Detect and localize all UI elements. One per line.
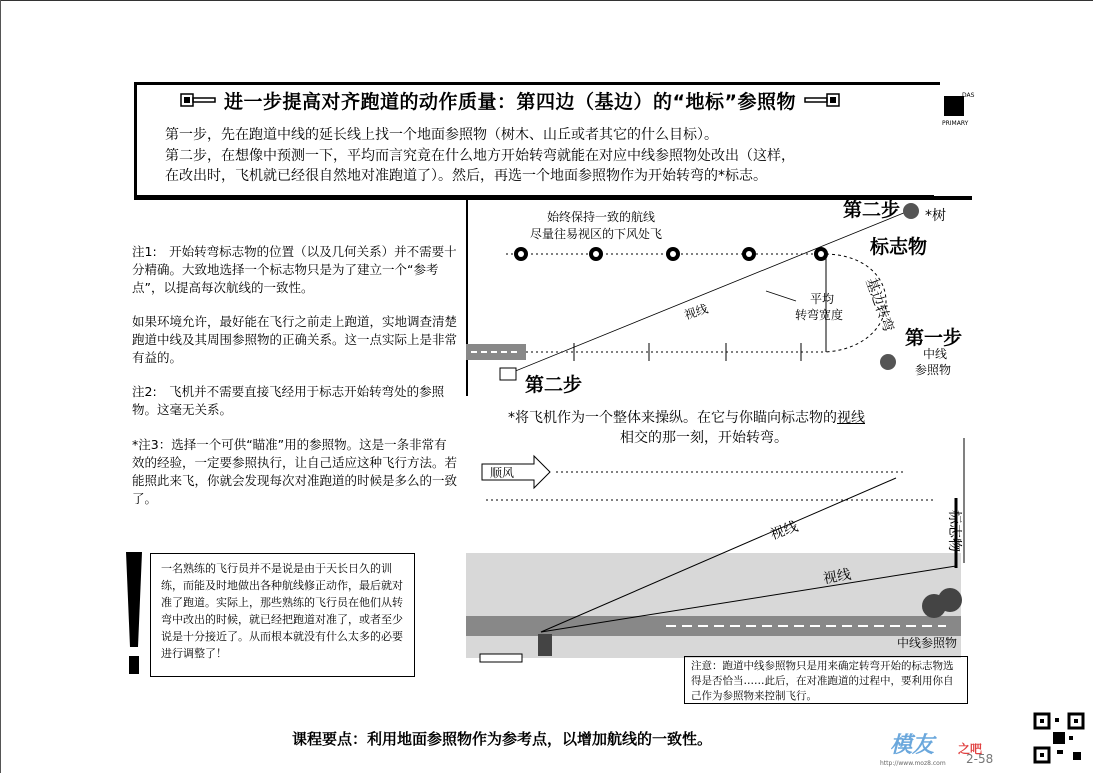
sightline-2-label: 视线 bbox=[821, 566, 853, 588]
note-1: 注1: 开始转弯标志物的位置（以及几何关系）并不需要十分精确。大致地选择一个标志物只是为了建立一个“参考点”，以提高每次航线的一致性。 bbox=[132, 244, 457, 295]
note-2: 注2: 飞机并不需要直接飞经用于标志开始转弯处的参照物。这毫无关系。 bbox=[132, 384, 445, 417]
table-icon bbox=[480, 654, 522, 662]
step2-top-label: 第二步 bbox=[843, 199, 901, 221]
page-title: 进一步提高对齐跑道的动作质量：第四边（基边）的“地标”参照物 bbox=[224, 90, 796, 113]
note-1b: 如果环境允许，最好能在飞行之前走上跑道，实地调查清楚跑道中线及其周围参照物的正确关系。这一点实际上是非常有益的。 bbox=[132, 314, 458, 365]
runway-strip bbox=[466, 616, 961, 636]
intro-line-2: 第二步，在想像中预测一下，平均而言究竟在什么地方开始转弯就能在对应中线参照物处改出（这样， bbox=[165, 148, 795, 164]
logo-mark bbox=[944, 96, 964, 116]
intro-line-3: 在改出时，飞机就已经很自然地对准跑道了）。然后，再选一个地面参照物作为开始转弯的*标志。 bbox=[165, 168, 767, 184]
avg-label: 平均 bbox=[810, 292, 835, 306]
sightline-1-label: 视线 bbox=[768, 518, 801, 544]
exclamation-icon bbox=[124, 552, 144, 677]
tree-icon bbox=[903, 203, 919, 219]
warning-box bbox=[150, 553, 415, 677]
sightline-label: 视线 bbox=[682, 301, 710, 323]
step1-label: 第一步 bbox=[905, 327, 963, 349]
brand-url: http://www.moz8.com bbox=[880, 760, 946, 767]
intro-line-1: 第一步，先在跑道中线的延长线上找一个地面参照物（树木、山丘或者其它的什么目标）。 bbox=[165, 127, 718, 143]
pilot-figure bbox=[538, 634, 552, 656]
caption-underlined: 视线 bbox=[837, 410, 865, 426]
page-number: 2-58 bbox=[966, 752, 994, 766]
caption-line-1 bbox=[508, 407, 865, 427]
footer-key-point: 课程要点：利用地面参照物作为参考点，以增加航线的一致性。 bbox=[292, 730, 713, 748]
marker-label: 标志物 bbox=[870, 236, 928, 258]
step2-bottom-label: 第二步 bbox=[525, 374, 583, 396]
brand-logo: 模友 bbox=[890, 733, 935, 758]
das-logo bbox=[942, 92, 975, 132]
note-3: *注3：选择一个可供“瞄准”用的参照物。这是一条非常有效的经验，一定要参照执行，让自己适应这种飞行方法。若能照此来飞，你就会发现每次对准跑道的时候是多么的一致了。 bbox=[132, 437, 458, 506]
consistent-path-label: 始终保持一致的航线 bbox=[547, 210, 656, 224]
note-box-text: 注意：跑道中线参照物只是用来确定转弯开始的标志物选得是否恰当……此后，在对准跑道的过程中，要利用你自己作为参照物来控制飞行。 bbox=[691, 660, 954, 702]
key-icon-right bbox=[804, 93, 840, 107]
left-border bbox=[0, 0, 1, 773]
ref-tree-icon-2 bbox=[938, 588, 962, 612]
header-divider-left bbox=[134, 196, 468, 200]
center-ref-label-1: 中线 bbox=[923, 347, 948, 361]
key-icon bbox=[180, 93, 216, 107]
tree-label: *树 bbox=[925, 208, 946, 224]
marker-2-label: 标志物 bbox=[946, 510, 962, 552]
downwind-label: 尽量往易视区的下风处飞 bbox=[530, 227, 663, 241]
wind-label: 顺风 bbox=[490, 466, 515, 480]
center-ref-label-2: 参照物 bbox=[915, 363, 952, 377]
turn-width-label: 转弯宽度 bbox=[795, 308, 844, 322]
note-box bbox=[684, 656, 968, 704]
top-border bbox=[0, 0, 1093, 1]
caption-text: *将飞机作为一个整体来操纵。在它与你瞄向标志物的 bbox=[508, 410, 837, 426]
base-turn-label: 基边转弯 bbox=[862, 276, 897, 335]
logo-bottom-text: PRIMARY bbox=[942, 120, 969, 127]
title-row bbox=[180, 86, 910, 114]
brand-logo-sub: 之吧 bbox=[958, 742, 983, 756]
logo-top-text: DAS bbox=[962, 92, 975, 99]
warning-text: 一名熟练的飞行员并不是说是由于天长日久的训练，而能及时地做出各种航线修正动作，最后就对准了跑道。实际上，那些熟练的飞行员在他们从转弯中改出的时候，就已经把跑道对准了，或者至少说是十分接近了。从而根本就没有什么太多的必要进行调整了！ bbox=[161, 562, 403, 660]
center-ref-2-label: 中线参照物 bbox=[897, 636, 958, 650]
pilot-icon bbox=[500, 368, 516, 380]
qr-code-icon bbox=[1033, 712, 1085, 764]
caption-line-2: 相交的那一刻，开始转弯。 bbox=[620, 430, 788, 446]
center-ref-tree-icon bbox=[880, 354, 896, 370]
